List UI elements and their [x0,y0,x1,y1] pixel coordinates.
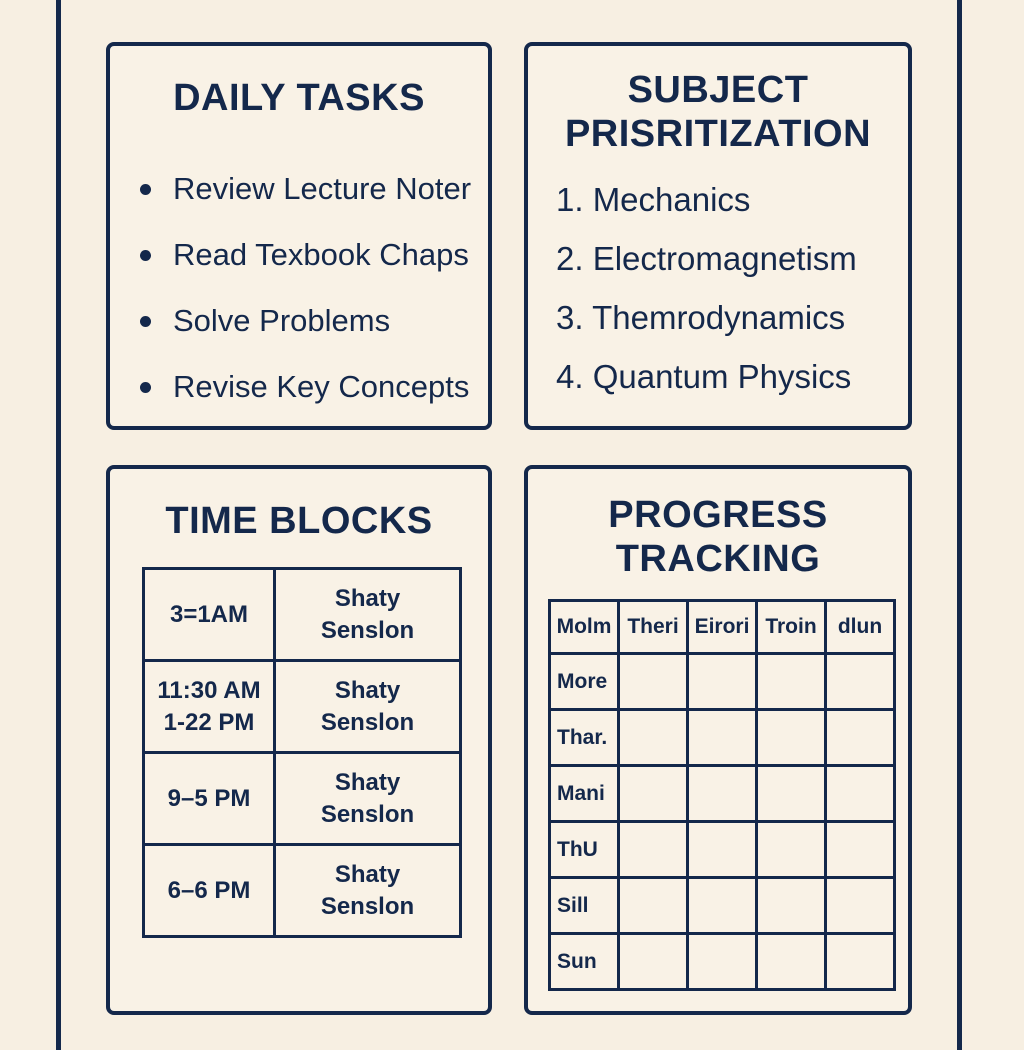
bullet-icon [140,316,151,327]
progress-cell[interactable] [688,710,757,766]
progress-cell[interactable] [619,822,688,878]
progress-cell[interactable] [688,878,757,934]
table-row [550,934,895,990]
progress-cell[interactable] [688,934,757,990]
table-row [144,569,461,661]
progress-cell[interactable] [826,766,895,822]
column-header: Troin [757,601,826,654]
column-header: Theri [619,601,688,654]
subject-list [556,170,857,406]
time-cell: 9–5 PM [144,753,275,845]
table-row [550,822,895,878]
progress-tracking-card [524,465,912,1015]
daily-tasks-card [106,42,492,430]
progress-cell[interactable] [688,766,757,822]
column-header: Eirori [688,601,757,654]
table-row [550,878,895,934]
progress-cell[interactable] [826,710,895,766]
progress-cell[interactable] [757,710,826,766]
column-header: dlun [826,601,895,654]
progress-cell[interactable] [757,934,826,990]
table-row [550,710,895,766]
progress-cell[interactable] [826,878,895,934]
bullet-icon [140,184,151,195]
subject-item: 3. Themrodynamics [556,299,846,336]
time-cell: 3=1AM [144,569,275,661]
activity-cell: Shaty Senslon [275,753,461,845]
task-label: Review Lecture Noter [173,171,472,206]
table-row [550,654,895,710]
progress-tracking-title [528,493,908,581]
task-label: Revise Key Concepts [173,369,470,404]
task-item [140,354,471,420]
progress-cell[interactable] [688,654,757,710]
day-cell: More [550,654,619,710]
table-row [144,753,461,845]
progress-cell[interactable] [757,766,826,822]
task-label: Read Texbook Chaps [173,237,469,272]
day-cell: Mani [550,766,619,822]
progress-cell[interactable] [688,822,757,878]
column-header: Molm [550,601,619,654]
activity-cell: Shaty Senslon [275,661,461,753]
table-row [144,845,461,937]
progress-cell[interactable] [619,766,688,822]
task-item [140,156,471,222]
title-line-1: SUBJECT [627,69,809,111]
daily-tasks-title: DAILY TASKS [173,77,425,119]
subject-item: 4. Quantum Physics [556,358,852,395]
subject-item: 2. Electromagnetism [556,240,857,277]
progress-cell[interactable] [619,878,688,934]
title-line-2: TRACKING [615,538,821,580]
table-row [144,661,461,753]
subject-item: 1. Mechanics [556,181,751,218]
progress-cell[interactable] [619,710,688,766]
bullet-icon [140,382,151,393]
progress-cell[interactable] [757,654,826,710]
table-row [550,766,895,822]
title-line-2: PRISRITIZATION [564,113,872,155]
day-cell: Sill [550,878,619,934]
time-blocks-title: TIME BLOCKS [165,500,433,542]
day-cell: Thar. [550,710,619,766]
task-item [140,222,471,288]
title-line-1: PROGRESS [608,494,828,536]
time-blocks-table [142,567,462,938]
progress-cell[interactable] [826,822,895,878]
subject-prioritization-title [528,68,908,156]
time-blocks-card [106,465,492,1015]
bullet-icon [140,250,151,261]
progress-cell[interactable] [757,822,826,878]
time-cell: 11:30 AM 1-22 PM [144,661,275,753]
progress-cell[interactable] [757,878,826,934]
progress-cell[interactable] [619,934,688,990]
activity-cell: Shaty Senslon [275,569,461,661]
task-label: Solve Problems [173,303,391,338]
day-cell: Sun [550,934,619,990]
progress-table [548,599,896,991]
progress-cell[interactable] [826,654,895,710]
daily-tasks-list [140,156,471,420]
progress-cell[interactable] [619,654,688,710]
day-cell: ThU [550,822,619,878]
subject-prioritization-card [524,42,912,430]
time-cell: 6–6 PM [144,845,275,937]
task-item [140,288,471,354]
header-row [550,601,895,654]
progress-cell[interactable] [826,934,895,990]
activity-cell: Shaty Senslon [275,845,461,937]
